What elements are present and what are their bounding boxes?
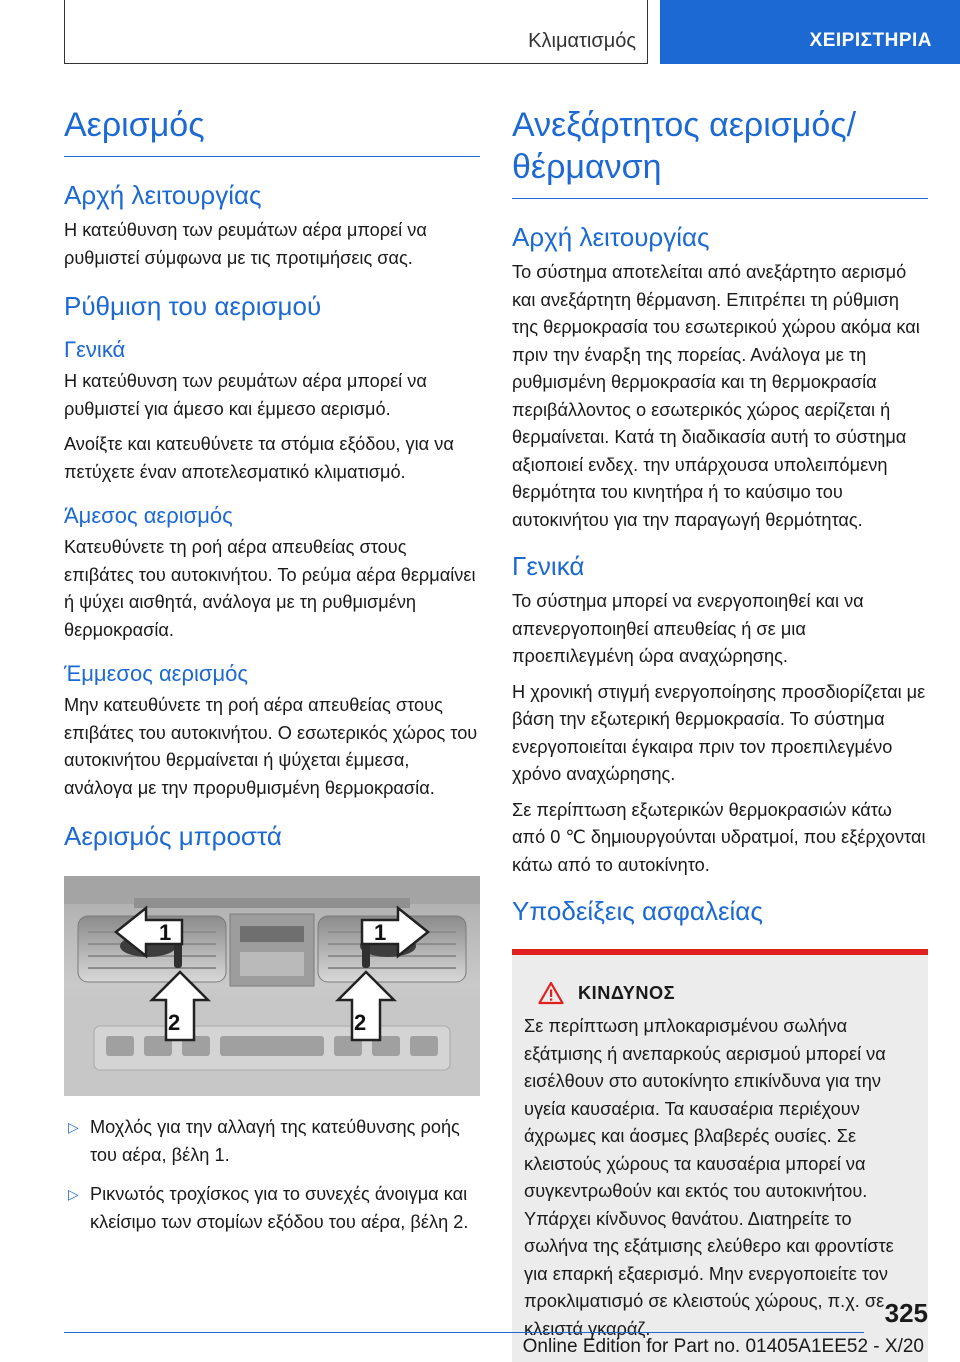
danger-warning-box <box>512 949 928 1362</box>
list-item: ▷ Ρικνωτός τροχίσκος για το συνεχές άνοιγμα και κλείσιμο των στομίων εξόδου του αέρα, βέλη 2. <box>64 1181 480 1236</box>
figure-legend <box>64 1114 480 1236</box>
left-principle-text: Η κατεύθυνση των ρευμάτων αέρα μπορεί να ρυθμιστεί σύμφωνα με τις προτιμήσεις σας. <box>64 220 427 268</box>
right-principle-heading: Αρχή λειτουργίας <box>512 222 710 252</box>
left-principle-heading: Αρχή λειτουργίας <box>64 180 262 210</box>
adjust-heading: Ρύθμιση του αερισμού <box>64 291 322 321</box>
warning-title: ΚΙΝΔΥΝΟΣ <box>578 982 676 1003</box>
indirect-text: Μην κατευθύνετε τη ροή αέρα απευθείας στους επιβάτες του αυτοκινήτου. Ο εσωτερικός χώρος του αυτοκινήτου θερμαίνεται ή ψύχεται έμμεσα, ανάλογα με την προρυθμισμένη θερμοκρασία. <box>64 695 478 798</box>
vent-illustration <box>64 876 480 1096</box>
direct-text: Κατευθύνετε τη ροή αέρα απευθείας στους επιβάτες του αυτοκινήτου. Το ρεύμα αέρα θερμαίνει ή ψύχει αισθητά, ανάλογα με τη ρυθμισμένη θερμοκρασία. <box>64 537 476 640</box>
right-general-p2: Η χρονική στιγμή ενεργοποίησης προσδιορίζεται με βάση την εξωτερική θερμοκρασία. Το σύστημα ενεργοποιείται έγκαιρα πριν τον προεπιλεγμένο χρόνο αναχώρησης. <box>512 681 926 784</box>
vent-figure <box>64 876 480 1096</box>
header-chapter: Κλιματισμός <box>528 30 636 52</box>
left-general-p1: Η κατεύθυνση των ρευμάτων αέρα μπορεί να ρυθμιστεί για άμεσο και έμμεσο αερισμό. <box>64 371 427 419</box>
safety-heading: Υποδείξεις ασφαλείας <box>512 896 763 926</box>
header-section: ΧΕΙΡΙΣΤΗΡΙΑ <box>809 30 932 51</box>
figure-label-3: 2 <box>168 1010 181 1035</box>
left-title: Αερισμός <box>64 104 480 157</box>
right-general-heading: Γενικά <box>512 551 585 581</box>
figure-label-1: 1 <box>159 920 172 945</box>
footer-divider <box>64 1332 864 1333</box>
triangle-right-icon: ▷ <box>68 1119 79 1135</box>
direct-heading: Άμεσος αερισμός <box>64 503 233 528</box>
right-title: Ανεξάρτητος αερισμός/ θέρμανση <box>512 104 928 199</box>
left-column <box>64 104 480 1248</box>
footer-edition: Online Edition for Part no. 01405A1EE52 - X/20 <box>522 1336 924 1357</box>
right-column <box>512 104 928 1362</box>
right-general-p3: Σε περίπτωση εξωτερικών θερμοκρασιών κάτω από 0 ℃ δημιουργούνται υδρατμοί, που εξέρχονται κάτω από το αυτοκίνητο. <box>512 799 926 875</box>
front-heading: Αερισμός μπροστά <box>64 821 282 851</box>
indirect-heading: Έμμεσος αερισμός <box>64 661 248 686</box>
figure-label-4: 2 <box>354 1010 367 1035</box>
left-general-heading: Γενικά <box>64 337 126 362</box>
triangle-right-icon: ▷ <box>68 1186 79 1202</box>
list-item: ▷ Μοχλός για την αλλαγή της κατεύθυνσης ροής του αέρα, βέλη 1. <box>64 1114 480 1169</box>
page-number: 325 <box>884 1298 928 1328</box>
left-general-p2: Ανοίξτε και κατευθύνετε τα στόμια εξόδου, για να πετύχετε έναν αποτελεσματικό κλιματισμό. <box>64 434 454 482</box>
warning-text: Σε περίπτωση μπλοκαρισμένου σωλήνα εξάτμισης ή ανεπαρκούς αερισμού μπορεί να εισέλθουν στο αυτοκίνητο επικίνδυνα για την υγεία καυσαέρια. Τα καυσαέρια περιέχουν άχρωμες και άοσμες βλαβερές ουσίες. Σε κλειστούς χώρους τα καυσαέρια μπορεί να συγκεντρωθούν και εκτός του αυτοκινήτου. Υπάρχει κίνδυνος θανάτου. Διατηρείτε το σωλήνα της εξάτμισης ελεύθερο και φροντίστε για επαρκή εξαερισμό. Μην ενεργοποιείτε τον προκλιματισμό σε κλειστούς χώρους, π.χ. σε κλειστά γκαράζ. <box>524 1016 894 1339</box>
right-general-p1: Το σύστημα μπορεί να ενεργοποιηθεί και να απενεργοποιηθεί απευθείας ή σε μια προεπιλεγμένη ώρα αναχώρησης. <box>512 591 864 666</box>
right-principle-text: Το σύστημα αποτελείται από ανεξάρτητο αερισμό και ανεξάρτητη θέρμανση. Επιτρέπει τη ρύθμιση της θερμοκρασία του εσωτερικού χώρου ακόμα και πριν την έναρξη της πορείας. Ανάλογα με τη ρυθμισμένη θερμοκρασία και τη θερμοκρασία περιβάλλοντος ο εσωτερικός χώρος αερίζεται ή θερμαίνεται. Κατά τη διαδικασία αυτή το σύστημα αξιοποιεί ενδεχ. την υπάρχουσα υπολειπόμενη θερμότητα του κινητήρα ή το καύσιμο του αυτοκινήτου για την παραγωγή θερμότητας. <box>512 262 920 530</box>
figure-label-2: 1 <box>374 920 387 945</box>
warning-triangle-icon <box>538 981 564 1005</box>
